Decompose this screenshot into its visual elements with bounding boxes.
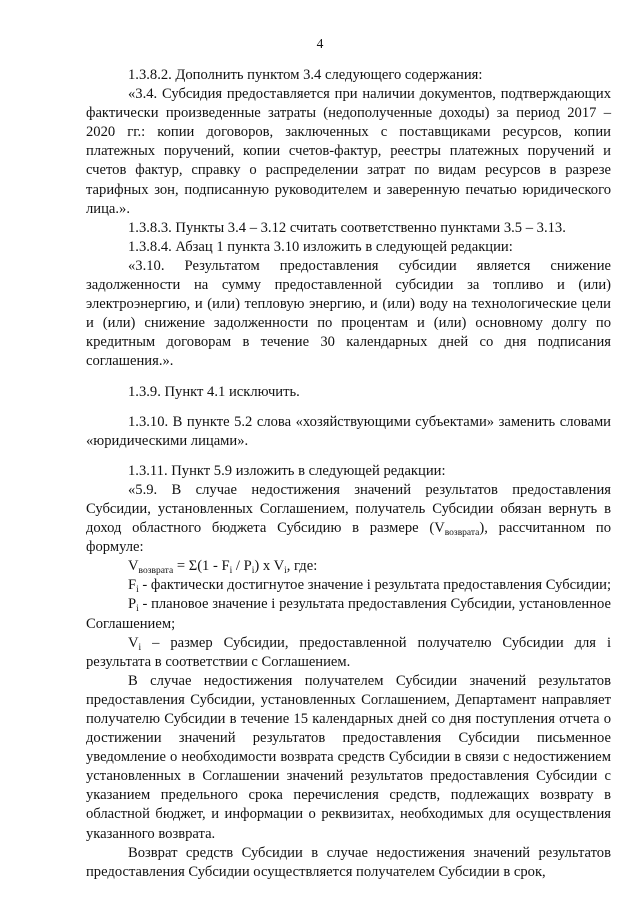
paragraph-notification: В случае недостижения получателем Субсидии значений результатов предоставления Субсидии, установленных Соглашением, Департамент направляет получателю Субсидии в течение 15 календарных дней со дня поступления отчета о достижении значений результатов предоставления Субсидии письменное уведомление о необходимости возврата средств Субсидии в связи с недостижением установленных в Соглашении значений результатов предоставления Субсидии с указанием предельного срока перечисления средств, подлежащих возврату в областной бюджет, и информации о реквизитах, необходимых для осуществления указанного возврата. [86, 672, 611, 842]
definition-p-text: - плановое значение i результата предоставления Субсидии, установленное Соглашением; [86, 596, 611, 632]
document-body [86, 66, 611, 882]
paragraph-return: Возврат средств Субсидии в случае недостижения значений результатов предоставления Субсидии осуществляется получателем Субсидии в срок, [86, 844, 611, 880]
paragraph-3-10: «3.10. Результатом предоставления субсидии является снижение задолженности на сумму предоставленной субсидии за топливо и (или) электроэнергию, и (или) тепловую энергию, и (или) воду на технологические цели и (или) снижение задолженности по процентам и (или) основному долгу по кредитным договорам в течение 30 календарных дней со дня подписания соглашения.». [86, 257, 611, 370]
paragraph-1-3-9: 1.3.9. Пункт 4.1 исключить. [128, 383, 300, 400]
formula-part-1: = Σ(1 - F [173, 558, 230, 575]
paragraph-5-9-text-b: ), рассчитанном по формуле: [86, 520, 612, 556]
definition-f [86, 576, 611, 595]
formula-p-index: i [251, 566, 255, 577]
paragraph-1-3-11: 1.3.11. Пункт 5.9 изложить в следующей редакции: [128, 462, 446, 479]
formula-part-3: ) x V [254, 558, 285, 575]
paragraph-3-4: «3.4. Субсидия предоставляется при наличии документов, подтверждающих фактически произведенные затраты (недополученные доходы) за период 2017 – 2020 гг.: копии договоров, заключенных с поставщиками ресурсов, копии платежных поручений, копии счетов-фактур, реестры платежных поручений и счетов фактур, справку о распределении затрат по видам ресурсов в разрезе тарифных зон, подписанную руководителем и заверенную печатью юридического лица.». [86, 86, 611, 217]
formula-v-subscript: возврата [138, 566, 174, 577]
formula-part-2: / P [232, 558, 252, 575]
definition-f-index: i [136, 585, 139, 596]
definition-f-text: - фактически достигнутое значение i результата предоставления Субсидии; [138, 577, 612, 594]
definition-v-symbol: V [128, 634, 139, 651]
definition-p [86, 595, 611, 633]
page-number: 4 [316, 36, 324, 51]
definition-p-symbol: P [128, 596, 137, 613]
definition-v-text: – размер Субсидии, предоставленной получателю Субсидии для i результата в соответствии с Соглашением. [86, 634, 611, 670]
definition-v-index: i [138, 642, 142, 653]
paragraph-1-3-8-3: 1.3.8.3. Пункты 3.4 – 3.12 считать соответственно пунктами 3.5 – 3.13. [128, 219, 566, 236]
formula-v: V [128, 558, 139, 575]
definition-p-index: i [136, 604, 139, 615]
formula-f-index: i [229, 566, 233, 577]
paragraph-1-3-8-4: 1.3.8.4. Абзац 1 пункта 3.10 изложить в следующей редакции: [128, 238, 513, 255]
paragraph-5-9-text-a: «5.9. В случае недостижения значений результатов предоставления Субсидии, установленных Соглашением, получатель Субсидии обязан вернуть в доход областного бюджета Субсидию в размере (V [86, 481, 611, 537]
v-return-subscript: возврата [444, 528, 480, 539]
definition-v [86, 634, 611, 672]
formula-vi-index: i [284, 566, 287, 577]
paragraph-1-3-8-2: 1.3.8.2. Дополнить пунктом 3.4 следующего содержания: [128, 67, 483, 83]
formula-end: , где: [286, 558, 318, 575]
paragraph-1-3-10: 1.3.10. В пункте 5.2 слова «хозяйствующими субъектами» заменить словами «юридическими лицами». [86, 413, 611, 449]
definition-f-symbol: F [128, 577, 137, 594]
formula [86, 557, 611, 576]
paragraph-5-9 [86, 481, 611, 557]
